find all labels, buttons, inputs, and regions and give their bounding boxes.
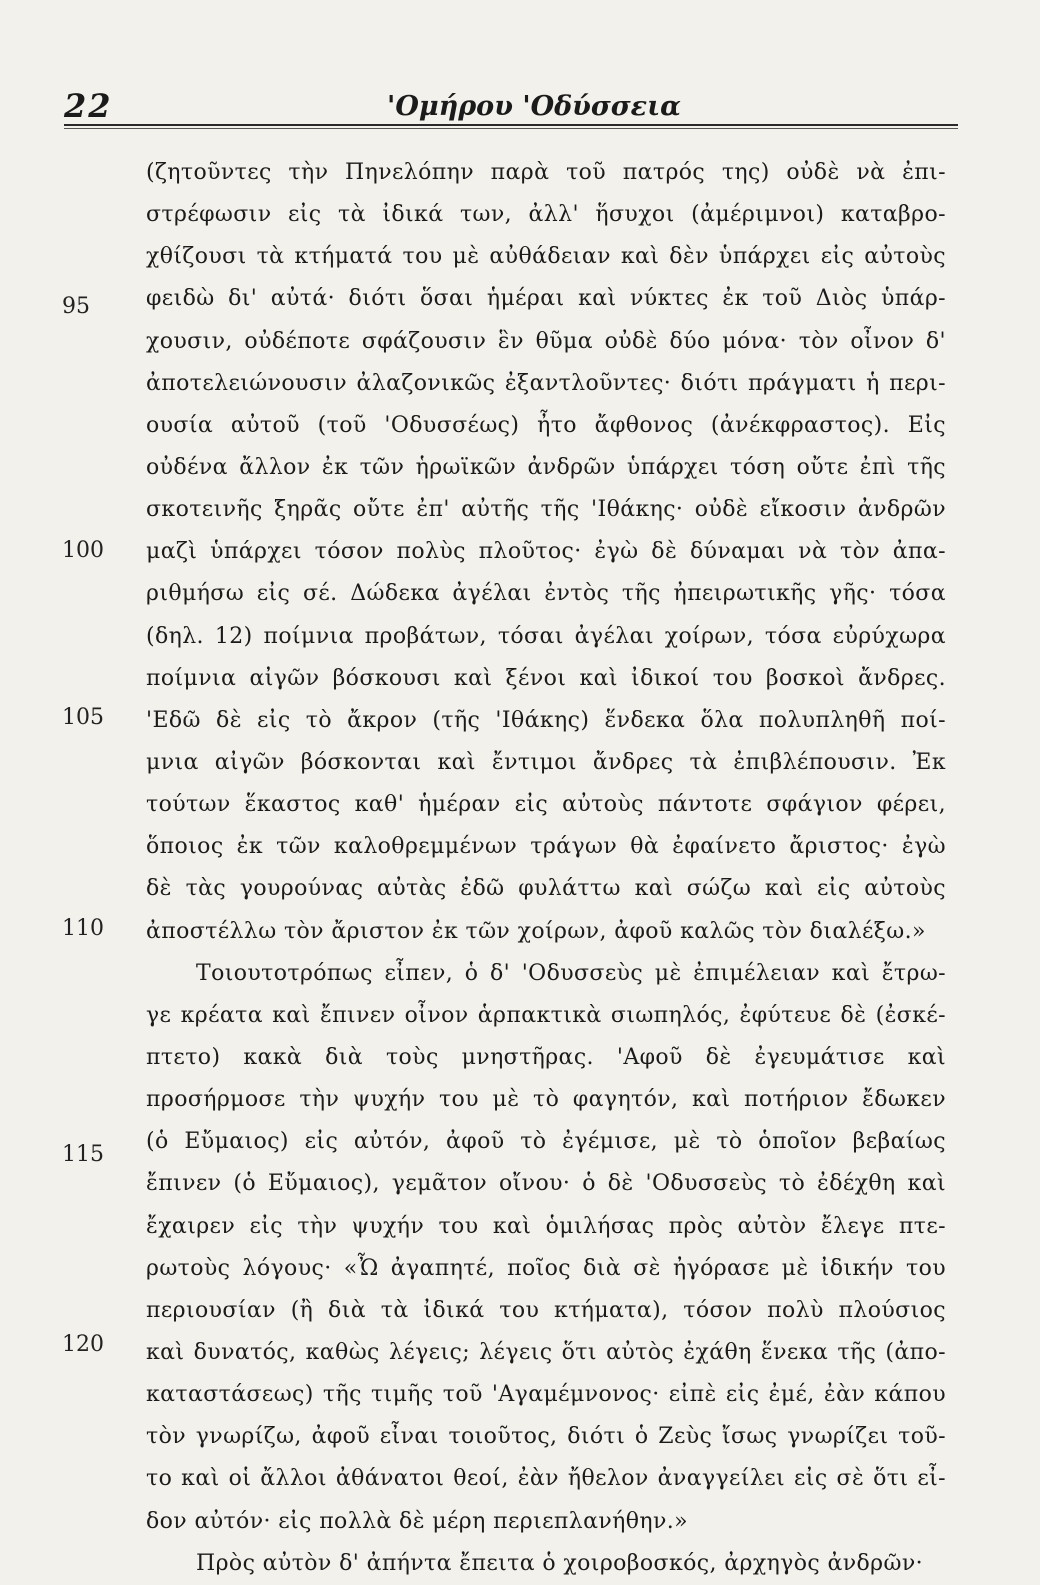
text-line: τούτων ἕκαστος καθ' ἡμέραν εἰς αὐτοὺς πάντοτε σφάγιον φέρει, (146, 792, 946, 818)
text-line: ἔχαιρεν εἰς τὴν ψυχήν του καὶ ὁμιλήσας πρὸς αὐτὸν ἔλεγε πτε- (146, 1213, 946, 1239)
text-line: (ζητοῦντες τὴν Πηνελόπην παρὰ τοῦ πατρός της) οὐδὲ νὰ ἐπι- (146, 160, 946, 185)
text-line: μνια αἰγῶν βόσκονται καὶ ἔντιμοι ἄνδρες τὰ ἐπιβλέπουσιν. Ἐκ (146, 749, 946, 775)
text-line: δὲ τὰς γουρούνας αὐτὰς ἐδῶ φυλάττω καὶ σώζω καὶ εἰς αὐτοὺς (146, 876, 946, 902)
text-line: στρέφωσιν εἰς τὰ ἰδικά των, ἀλλ' ἥσυχοι (ἀμέριμνοι) καταβρο- (146, 202, 946, 228)
text-line: Πρὸς αὐτὸν δ' ἀπήντα ἔπειτα ὁ χοιροβοσκός, ἀρχηγὸς ἀνδρῶν· (196, 1550, 924, 1576)
text-line: ἀποτελειώνουσιν ἀλαζονικῶς ἐξαντλοῦντες· διότι πράγματι ἡ περι- (146, 370, 946, 396)
text-line: ὅποιος ἐκ τῶν καλοθρεμμένων τράγων θὰ ἐφαίνετο ἄριστος· ἐγὼ (146, 834, 946, 860)
body-text (146, 152, 946, 1585)
text-line: ρωτοὺς λόγους· «Ὦ ἀγαπητέ, ποῖος διὰ σὲ ἠγόρασε μὲ ἰδικήν του (146, 1255, 946, 1281)
text-line: ριθμήσω εἰς σέ. Δώδεκα ἀγέλαι ἐντὸς τῆς ἠπειρωτικῆς γῆς· τόσα (146, 581, 946, 607)
text-line: χουσιν, οὐδέποτε σφάζουσιν ἓν θῦμα οὐδὲ δύο μόνα· τὸν οἶνον δ' (146, 328, 946, 354)
text-line: ποίμνια αἰγῶν βόσκουσι καὶ ξένοι καὶ ἰδικοί του βοσκοὶ ἄνδρες. (146, 665, 946, 691)
line-number-95: 95 (62, 294, 90, 319)
text-line: ἔπινεν (ὁ Εὔμαιος), γεμᾶτον οἴνου· ὁ δὲ 'Οδυσσεὺς τὸ ἐδέχθη καὶ (146, 1171, 946, 1197)
text-line: δον αὐτόν· εἰς πολλὰ δὲ μέρη περιεπλανήθην.» (146, 1508, 688, 1534)
text-line: οὐδένα ἄλλον ἐκ τῶν ἡρωϊκῶν ἀνδρῶν ὑπάρχει τόση οὔτε ἐπὶ τῆς (146, 454, 946, 480)
text-line: το καὶ οἱ ἄλλοι ἀθάνατοι θεοί, ἐὰν ἤθελον ἀναγγείλει εἰς σὲ ὅτι εἶ- (146, 1466, 946, 1492)
text-line: περιουσίαν (ἢ διὰ τὰ ἰδικά του κτήματα), τόσον πολὺ πλούσιος (146, 1297, 946, 1323)
text-line: ἀποστέλλω τὸν ἄριστον ἐκ τῶν χοίρων, ἀφοῦ καλῶς τὸν διαλέξω.» (146, 918, 926, 944)
text-line: πτετο) κακὰ διὰ τοὺς μνηστῆρας. 'Αφοῦ δὲ ἐγευμάτισε καὶ (146, 1044, 946, 1070)
text-line: (δηλ. 12) ποίμνια προβάτων, τόσαι ἀγέλαι χοίρων, τόσα εὐρύχωρα (146, 623, 946, 649)
line-number-110: 110 (62, 916, 104, 941)
line-number-120: 120 (62, 1332, 104, 1357)
line-number-105: 105 (62, 705, 104, 730)
text-line: χθίζουσι τὰ κτήματά του μὲ αὐθάδειαν καὶ δὲν ὑπάρχει εἰς αὐτοὺς (146, 244, 946, 270)
text-line: γε κρέατα καὶ ἔπινεν οἶνον ἁρπακτικὰ σιωπηλός, ἐφύτευε δὲ (ἐσκέ- (146, 1002, 946, 1028)
text-line: καταστάσεως) τῆς τιμῆς τοῦ 'Αγαμέμνονος· εἰπὲ εἰς ἐμέ, ἐὰν κάπου (146, 1382, 946, 1408)
text-line: ουσία αὐτοῦ (τοῦ 'Οδυσσέως) ἦτο ἄφθονος (ἀνέκφραστος). Εἰς (146, 412, 946, 438)
page-number: 22 (64, 87, 113, 125)
text-line: σκοτεινῆς ξηρᾶς οὔτε ἐπ' αὐτῆς τῆς 'Ιθάκης· οὐδὲ εἴκοσιν ἀνδρῶν (146, 497, 946, 523)
line-number-100: 100 (62, 538, 104, 563)
text-line: προσήρμοσε τὴν ψυχήν του μὲ τὸ φαγητόν, καὶ ποτήριον ἔδωκεν (146, 1087, 946, 1113)
text-line: φειδὼ δι' αὐτά· διότι ὅσαι ἡμέραι καὶ νύκτες ἐκ τοῦ Διὸς ὑπάρ- (146, 286, 946, 312)
text-line: τὸν γνωρίζω, ἀφοῦ εἶναι τοιοῦτος, διότι ὁ Ζεὺς ἴσως γνωρίζει τοῦ- (146, 1424, 946, 1450)
header-rule (64, 124, 958, 126)
text-line: Τοιουτοτρόπως εἶπεν, ὁ δ' 'Οδυσσεὺς μὲ ἐπιμέλειαν καὶ ἔτρω- (196, 960, 946, 986)
text-line: καὶ δυνατός, καθὼς λέγεις; λέγεις ὅτι αὐτὸς ἐχάθη ἕνεκα τῆς (ἀπο- (146, 1339, 946, 1365)
header-rule-thin (64, 128, 958, 129)
line-number-115: 115 (62, 1142, 104, 1167)
text-line: 'Εδῶ δὲ εἰς τὸ ἄκρον (τῆς 'Ιθάκης) ἕνδεκα ὅλα πολυπληθῆ ποί- (146, 707, 946, 733)
running-title: 'Ομήρου 'Οδύσσεια (387, 91, 681, 122)
text-line: (ὁ Εὔμαιος) εἰς αὐτόν, ἀφοῦ τὸ ἐγέμισε, μὲ τὸ ὁποῖον βεβαίως (146, 1129, 946, 1155)
text-line: μαζὶ ὑπάρχει τόσον πολὺς πλοῦτος· ἐγὼ δὲ δύναμαι νὰ τὸν ἀπα- (146, 539, 946, 565)
